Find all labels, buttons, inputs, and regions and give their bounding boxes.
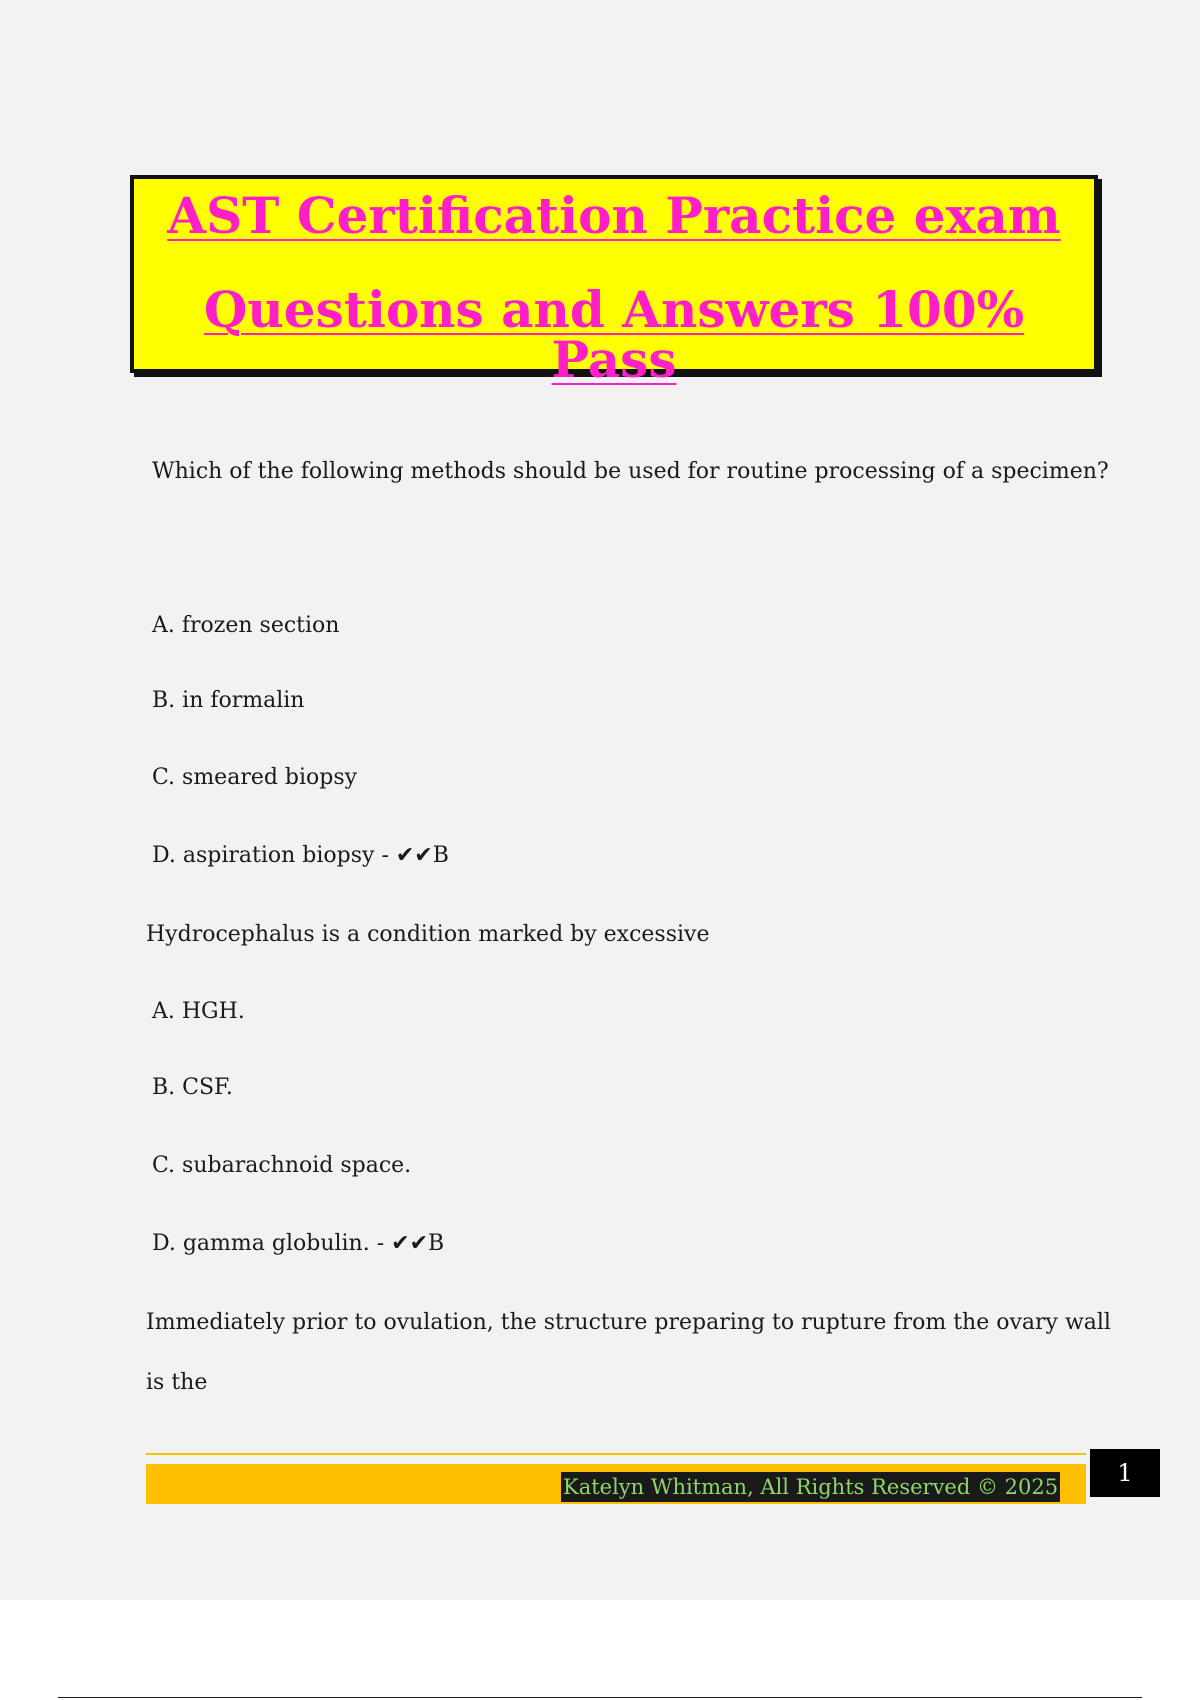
question-1-prompt: Which of the following methods should be used for routine processing of a specimen? bbox=[152, 459, 1109, 484]
question-3-prompt-line-1: Immediately prior to ovulation, the structure preparing to rupture from the ovary wall bbox=[146, 1310, 1111, 1335]
question-1-option-a: A. frozen section bbox=[152, 613, 340, 638]
question-3-prompt-line-2: is the bbox=[146, 1370, 208, 1395]
question-1-option-d: D. aspiration biopsy - ✔✔B bbox=[152, 843, 449, 868]
page-number: 1 bbox=[1090, 1449, 1160, 1497]
question-1-option-c: C. smeared biopsy bbox=[152, 765, 358, 790]
footer-rule bbox=[146, 1453, 1086, 1455]
question-1-option-b: B. in formalin bbox=[152, 688, 305, 713]
question-2-option-d: D. gamma globulin. - ✔✔B bbox=[152, 1231, 445, 1256]
question-2-option-c: C. subarachnoid space. bbox=[152, 1153, 412, 1178]
title-box bbox=[130, 175, 1098, 389]
question-2-prompt: Hydrocephalus is a condition marked by excessive bbox=[146, 922, 710, 947]
footer-copyright: Katelyn Whitman, All Rights Reserved © 2025 bbox=[561, 1472, 1060, 1502]
question-2-option-a: A. HGH. bbox=[152, 999, 245, 1024]
bottom-divider bbox=[58, 1697, 1142, 1698]
question-2-option-b: B. CSF. bbox=[152, 1075, 233, 1100]
title-line-2: Questions and Answers 100% Pass bbox=[203, 280, 1025, 389]
title-line-1: AST Certification Practice exam bbox=[167, 186, 1061, 245]
